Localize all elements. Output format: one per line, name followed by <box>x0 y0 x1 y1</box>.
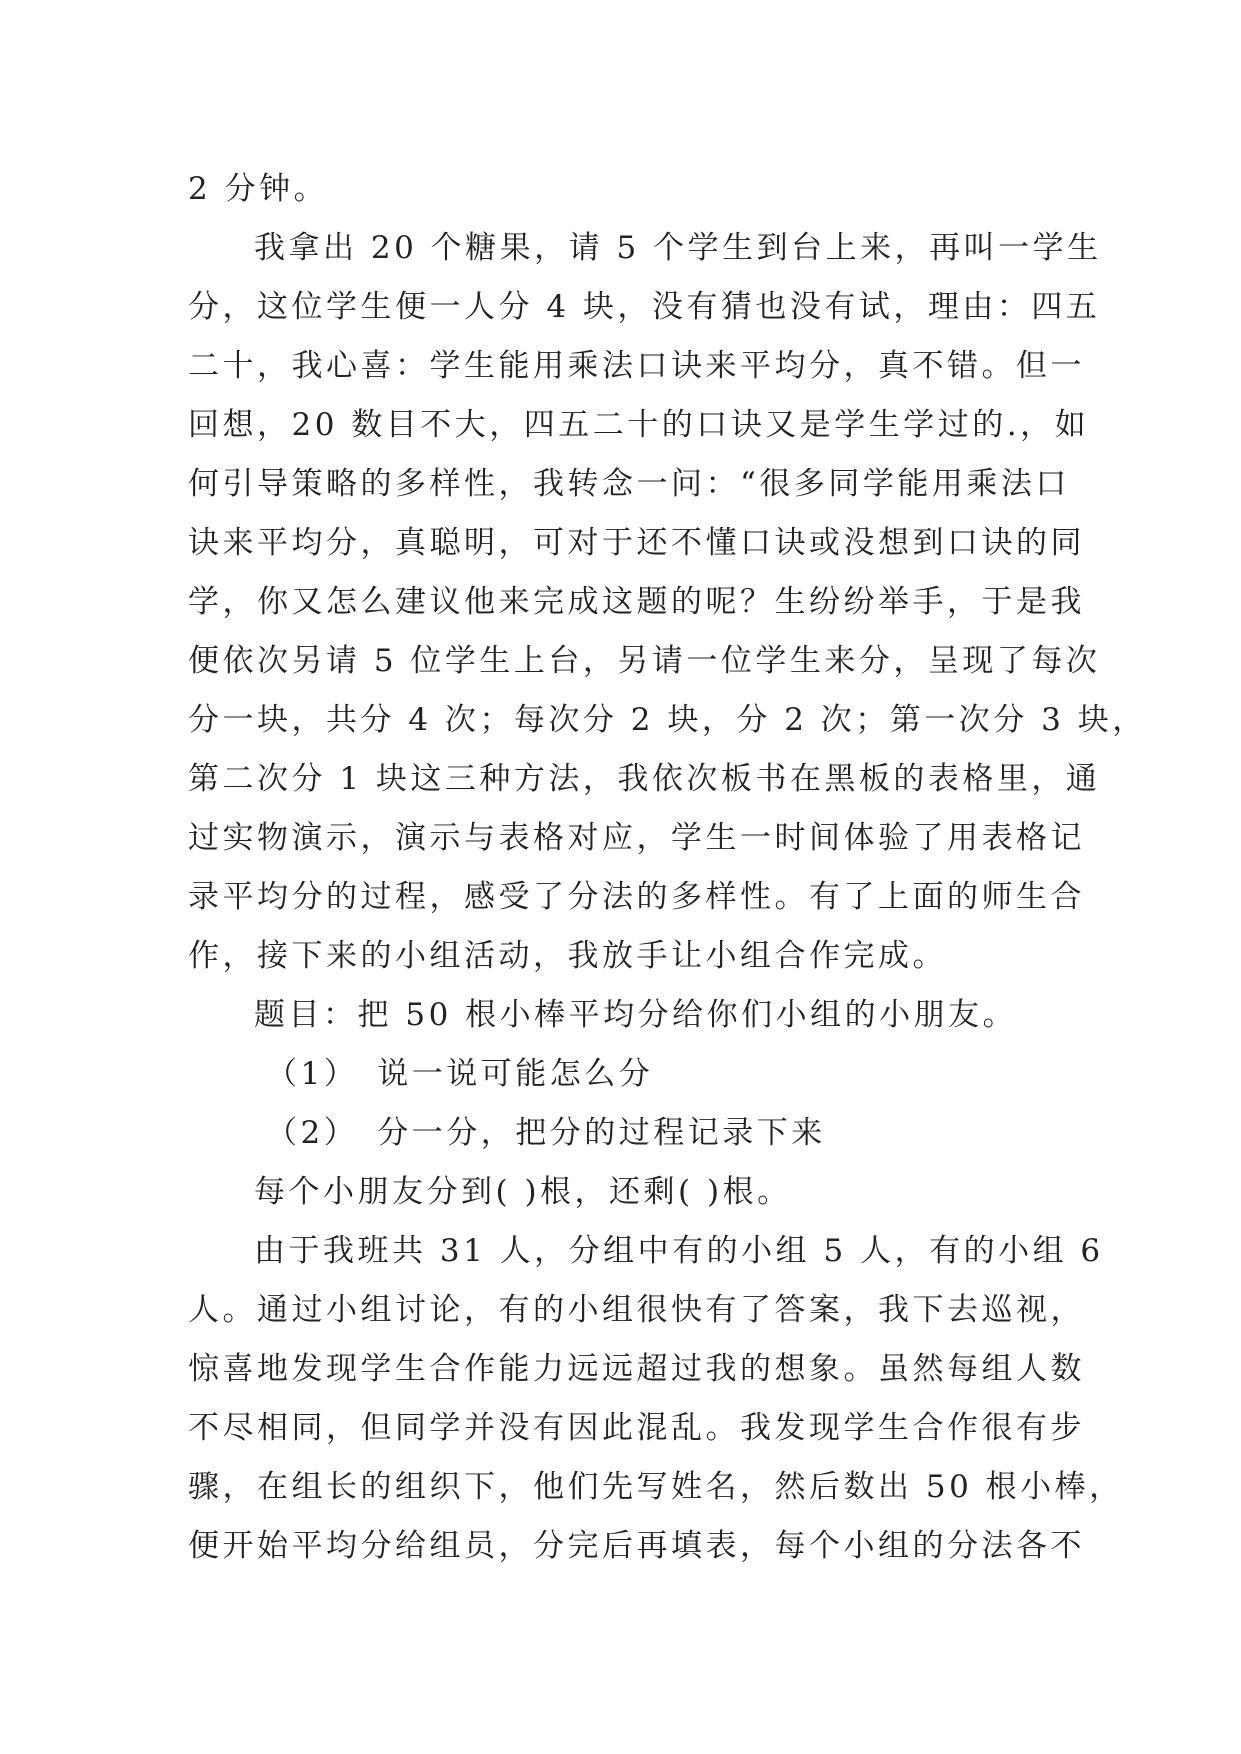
text-line: 何引导策略的多样性，我转念一问：“很多同学能用乘法口 <box>188 466 1070 502</box>
text-line: 不尽相同，但同学并没有因此混乱。我发现学生合作很有步 <box>188 1410 1085 1446</box>
text-line: 2 分钟。 <box>188 171 329 207</box>
task-title-line: 题目：把 50 根小棒平均分给你们小组的小朋友。 <box>254 997 1018 1033</box>
text-line: 过实物演示，演示与表格对应，学生一时间体验了用表格记 <box>188 820 1085 856</box>
task-item-1: （1） 说一说可能怎么分 <box>266 1056 654 1092</box>
paragraph-start-line: 由于我班共 31 人，分组中有的小组 5 人，有的小组 6 <box>254 1233 1104 1269</box>
text-line: 分，这位学生便一人分 4 块，没有猜也没有试，理由：四五 <box>188 289 1101 325</box>
document-page <box>188 160 1147 1576</box>
text-line: 便开始平均分给组员，分完后再填表，每个小组的分法各不 <box>188 1528 1085 1564</box>
text-line: 便依次另请 5 位学生上台，另请一位学生来分，呈现了每次 <box>188 643 1101 679</box>
text-line: 录平均分的过程，感受了分法的多样性。有了上面的师生合 <box>188 879 1085 915</box>
text-line: 第二次分 1 块这三种方法，我依次板书在黑板的表格里，通 <box>188 761 1101 797</box>
text-line: 人。通过小组讨论，有的小组很快有了答案，我下去巡视， <box>188 1292 1085 1328</box>
text-line: 分一块，共分 4 次；每次分 2 块，分 2 次；第一次分 3 块， <box>188 702 1147 738</box>
text-line: 作，接下来的小组活动，我放手让小组合作完成。 <box>188 938 947 974</box>
text-line: 学，你又怎么建议他来完成这题的呢？生纷纷举手，于是我 <box>188 584 1085 620</box>
task-fill-blank-line: 每个小朋友分到( )根，还剩( )根。 <box>254 1174 792 1210</box>
text-line: 诀来平均分，真聪明，可对于还不懂口诀或没想到口诀的同 <box>188 525 1085 561</box>
text-line: 回想，20 数目不大，四五二十的口诀又是学生学过的.，如 <box>188 407 1090 443</box>
text-line: 骤，在组长的组织下，他们先写姓名，然后数出 50 根小棒， <box>188 1469 1124 1505</box>
paragraph-start-line: 我拿出 20 个糖果，请 5 个学生到台上来，再叫一学生 <box>254 230 1102 266</box>
text-line: 二十，我心喜：学生能用乘法口诀来平均分，真不错。但一 <box>188 348 1085 384</box>
text-line: 惊喜地发现学生合作能力远远超过我的想象。虽然每组人数 <box>188 1351 1085 1387</box>
task-item-2: （2） 分一分，把分的过程记录下来 <box>266 1115 826 1151</box>
